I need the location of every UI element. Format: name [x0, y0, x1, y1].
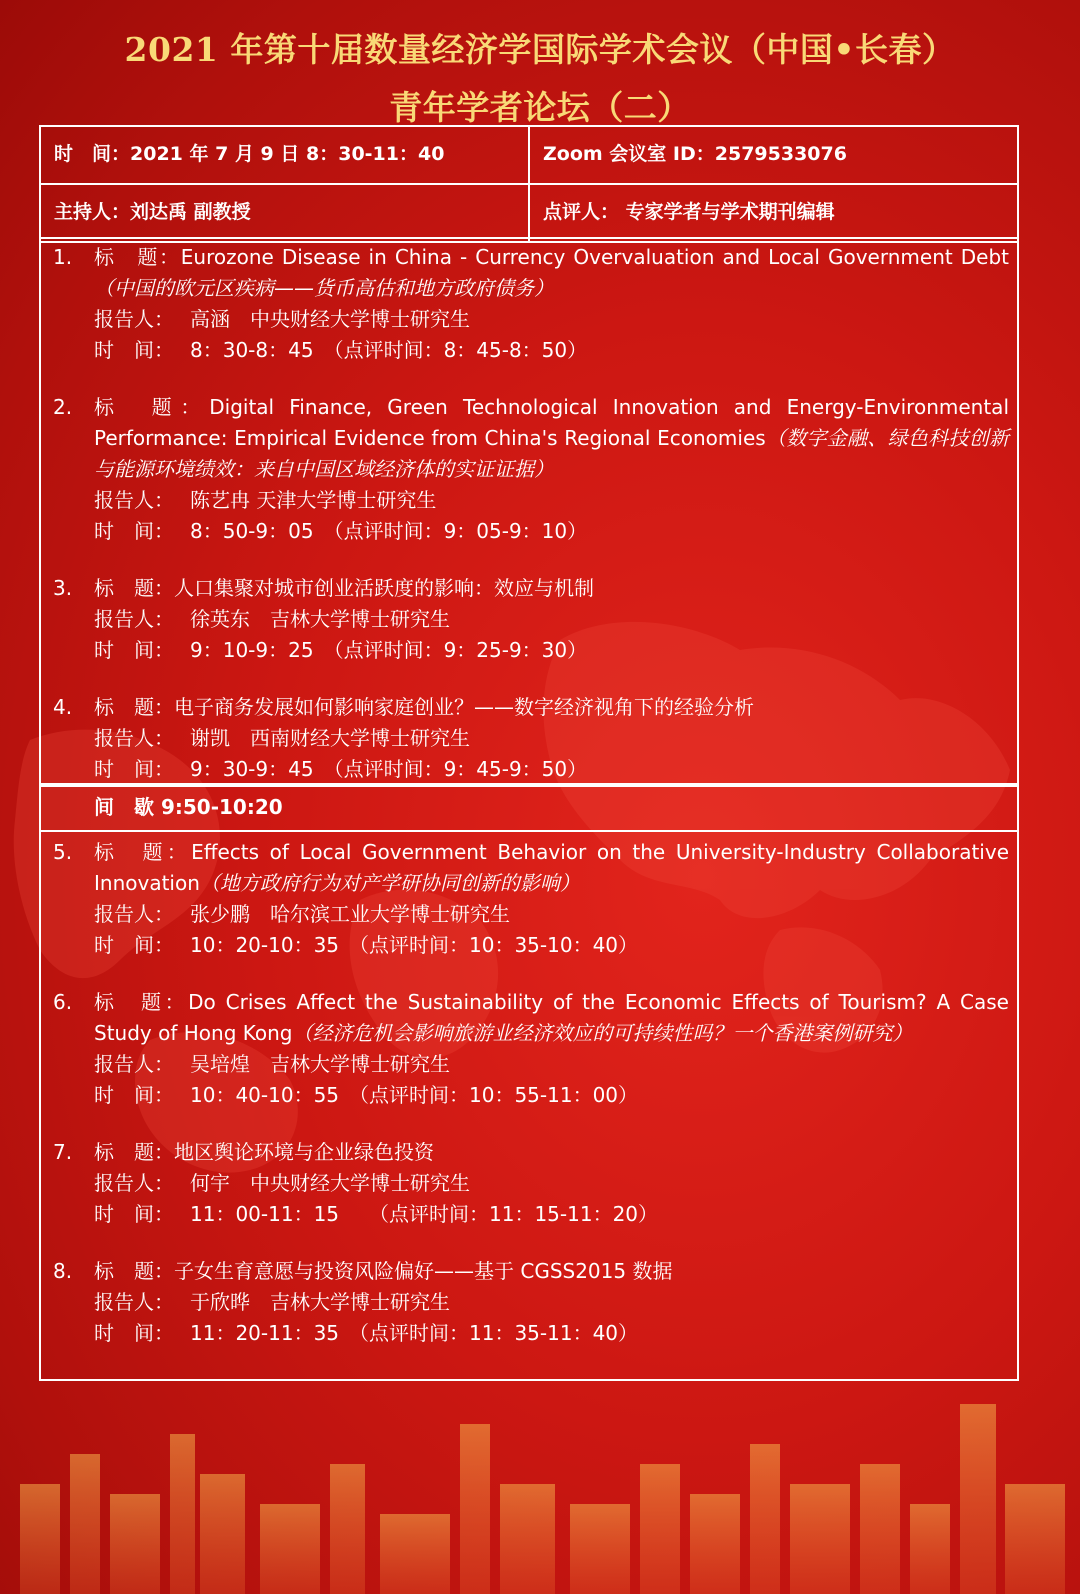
talk-title: [94, 1137, 1009, 1168]
time-label: 时 间：: [94, 1321, 174, 1345]
time-label: 时 间：: [94, 1202, 174, 1226]
talk-title-cn: （中国的欧元区疾病——货币高估和地方政府债务）: [94, 276, 554, 300]
talk-speaker: [94, 485, 1009, 516]
talk-speaker: [94, 723, 1009, 754]
talk-title-en: Do Crises Affect the Sustainability of the Economic Effects of Tourism? A Case Study of Hong Kong: [94, 990, 1009, 1045]
speaker-label: 报告人：: [94, 607, 174, 631]
talk-item: [41, 1137, 1017, 1230]
time-value: 10：40-10：55 （点评时间：10：55-11：00）: [190, 1083, 639, 1107]
talk-number: 7.: [53, 1140, 73, 1164]
time-value: 10：20-10：35 （点评时间：10：35-10：40）: [190, 933, 639, 957]
speaker-label: 报告人：: [94, 307, 174, 331]
talk-speaker: [94, 1049, 1009, 1080]
talk-item: [41, 392, 1017, 547]
speaker-label: 报告人：: [94, 726, 174, 750]
speaker-value: 吴培煌 吉林大学博士研究生: [190, 1052, 450, 1076]
talk-time: [94, 1080, 1009, 1111]
talk-number: 6.: [53, 990, 73, 1014]
time-label: 时 间：: [94, 519, 174, 543]
session-time: 时 间：2021 年 7 月 9 日 8：30-11：40: [41, 127, 530, 183]
info-table: [39, 125, 1019, 243]
talk-item: [41, 242, 1017, 366]
talk-item: [41, 837, 1017, 961]
time-label: 时 间：: [94, 1083, 174, 1107]
talk-item: [41, 573, 1017, 666]
page-title: 2021 年第十届数量经济学国际学术会议（中国•长春）: [124, 30, 956, 69]
talk-time: [94, 930, 1009, 961]
talk-time: [94, 635, 1009, 666]
talk-number: 2.: [53, 395, 73, 419]
talk-title-en: Digital Finance, Green Technological Innovation and Energy-Environmental Performance: Empirical Evidence from China's Regional Economies: [94, 395, 1009, 450]
talk-title-en: 地区舆论环境与企业绿色投资: [174, 1140, 434, 1164]
talk-time: [94, 516, 1009, 547]
speaker-label: 报告人：: [94, 1171, 174, 1195]
time-value: 8：30-8：45 （点评时间：8：45-8：50）: [190, 338, 588, 362]
talk-number: 5.: [53, 840, 73, 864]
talk-item: [41, 692, 1017, 785]
talk-list-part2: [39, 830, 1019, 1381]
time-value: 11：20-11：35 （点评时间：11：35-11：40）: [190, 1321, 639, 1345]
talk-title: [94, 242, 1009, 304]
zoom-id: Zoom 会议室 ID：2579533076: [543, 143, 847, 165]
speaker-value: 高涵 中央财经大学博士研究生: [190, 307, 470, 331]
time-label: 时 间：: [94, 338, 174, 362]
talk-title-cn: （经济危机会影响旅游业经济效应的可持续性吗？一个香港案例研究）: [292, 1021, 913, 1045]
time-value: 8：50-9：05 （点评时间：9：05-9：10）: [190, 519, 588, 543]
talk-list-part1: [39, 237, 1019, 785]
talk-title: [94, 1256, 1009, 1287]
title-label: 标 题：: [94, 1140, 174, 1164]
time-label: 时 间：: [94, 933, 174, 957]
talk-speaker: [94, 1168, 1009, 1199]
speaker-label: 报告人：: [94, 1290, 174, 1314]
time-label: 时 间：: [94, 757, 174, 781]
talk-title: [94, 573, 1009, 604]
talk-item: [41, 1256, 1017, 1349]
title-label: 标 题：: [94, 576, 174, 600]
title-label: 标 题：: [94, 245, 181, 269]
speaker-value: 谢凯 西南财经大学博士研究生: [190, 726, 470, 750]
reviewer: 点评人： 专家学者与学术期刊编辑: [543, 201, 835, 223]
speaker-value: 何宇 中央财经大学博士研究生: [190, 1171, 470, 1195]
talk-number: 3.: [53, 576, 73, 600]
talk-title: [94, 837, 1009, 899]
talk-title-en: 人口集聚对城市创业活跃度的影响：效应与机制: [174, 576, 594, 600]
title-label: 标 题：: [94, 990, 189, 1014]
talk-title-cn: （数字金融、绿色科技创新与能源环境绩效：来自中国区域经济体的实证证据）: [94, 426, 1010, 481]
talk-title: [94, 987, 1009, 1049]
talk-number: 4.: [53, 695, 73, 719]
title-label: 标 题：: [94, 1259, 174, 1283]
page-subtitle: 青年学者论坛（二）: [389, 88, 691, 127]
title-label: 标 题：: [94, 840, 192, 864]
talk-title: [94, 692, 1009, 723]
talk-time: [94, 754, 1009, 785]
host: 主持人：刘达禹 副教授: [41, 185, 530, 241]
info-row-1: [41, 127, 1017, 183]
title-label: 标 题：: [94, 395, 210, 419]
talk-title-en: Eurozone Disease in China - Currency Overvaluation and Local Government Debt: [180, 245, 1009, 269]
speaker-value: 张少鹏 哈尔滨工业大学博士研究生: [190, 902, 510, 926]
time-value: 9：10-9：25 （点评时间：9：25-9：30）: [190, 638, 588, 662]
talk-number: 1.: [53, 245, 73, 269]
speaker-label: 报告人：: [94, 1052, 174, 1076]
time-value: 9：30-9：45 （点评时间：9：45-9：50）: [190, 757, 588, 781]
speaker-label: 报告人：: [94, 488, 174, 512]
talk-time: [94, 335, 1009, 366]
talk-speaker: [94, 1287, 1009, 1318]
time-value: 11：00-11：15 （点评时间：11：15-11：20）: [190, 1202, 659, 1226]
talk-speaker: [94, 304, 1009, 335]
talk-speaker: [94, 604, 1009, 635]
break-time: 间 歇 9:50-10:20: [94, 795, 283, 819]
talk-title: [94, 392, 1009, 485]
talk-time: [94, 1199, 1009, 1230]
title-label: 标 题：: [94, 695, 174, 719]
speaker-value: 徐英东 吉林大学博士研究生: [190, 607, 450, 631]
talk-title-cn: （地方政府行为对产学研协同创新的影响）: [199, 871, 580, 895]
time-label: 时 间：: [94, 638, 174, 662]
speaker-value: 于欣晔 吉林大学博士研究生: [190, 1290, 450, 1314]
speaker-label: 报告人：: [94, 902, 174, 926]
talk-time: [94, 1318, 1009, 1349]
info-row-2: [41, 183, 1017, 241]
break-section: [39, 785, 1019, 832]
talk-title-en: 子女生育意愿与投资风险偏好——基于 CGSS2015 数据: [174, 1259, 673, 1283]
talk-number: 8.: [53, 1259, 73, 1283]
talk-title-en: 电子商务发展如何影响家庭创业？——数字经济视角下的经验分析: [174, 695, 754, 719]
speaker-value: 陈艺冉 天津大学博士研究生: [190, 488, 437, 512]
talk-title-en: Effects of Local Government Behavior on the University-Industry Collaborative Innovation: [94, 840, 1009, 895]
talk-speaker: [94, 899, 1009, 930]
talk-item: [41, 987, 1017, 1111]
city-skyline-decoration: [0, 1364, 1080, 1594]
